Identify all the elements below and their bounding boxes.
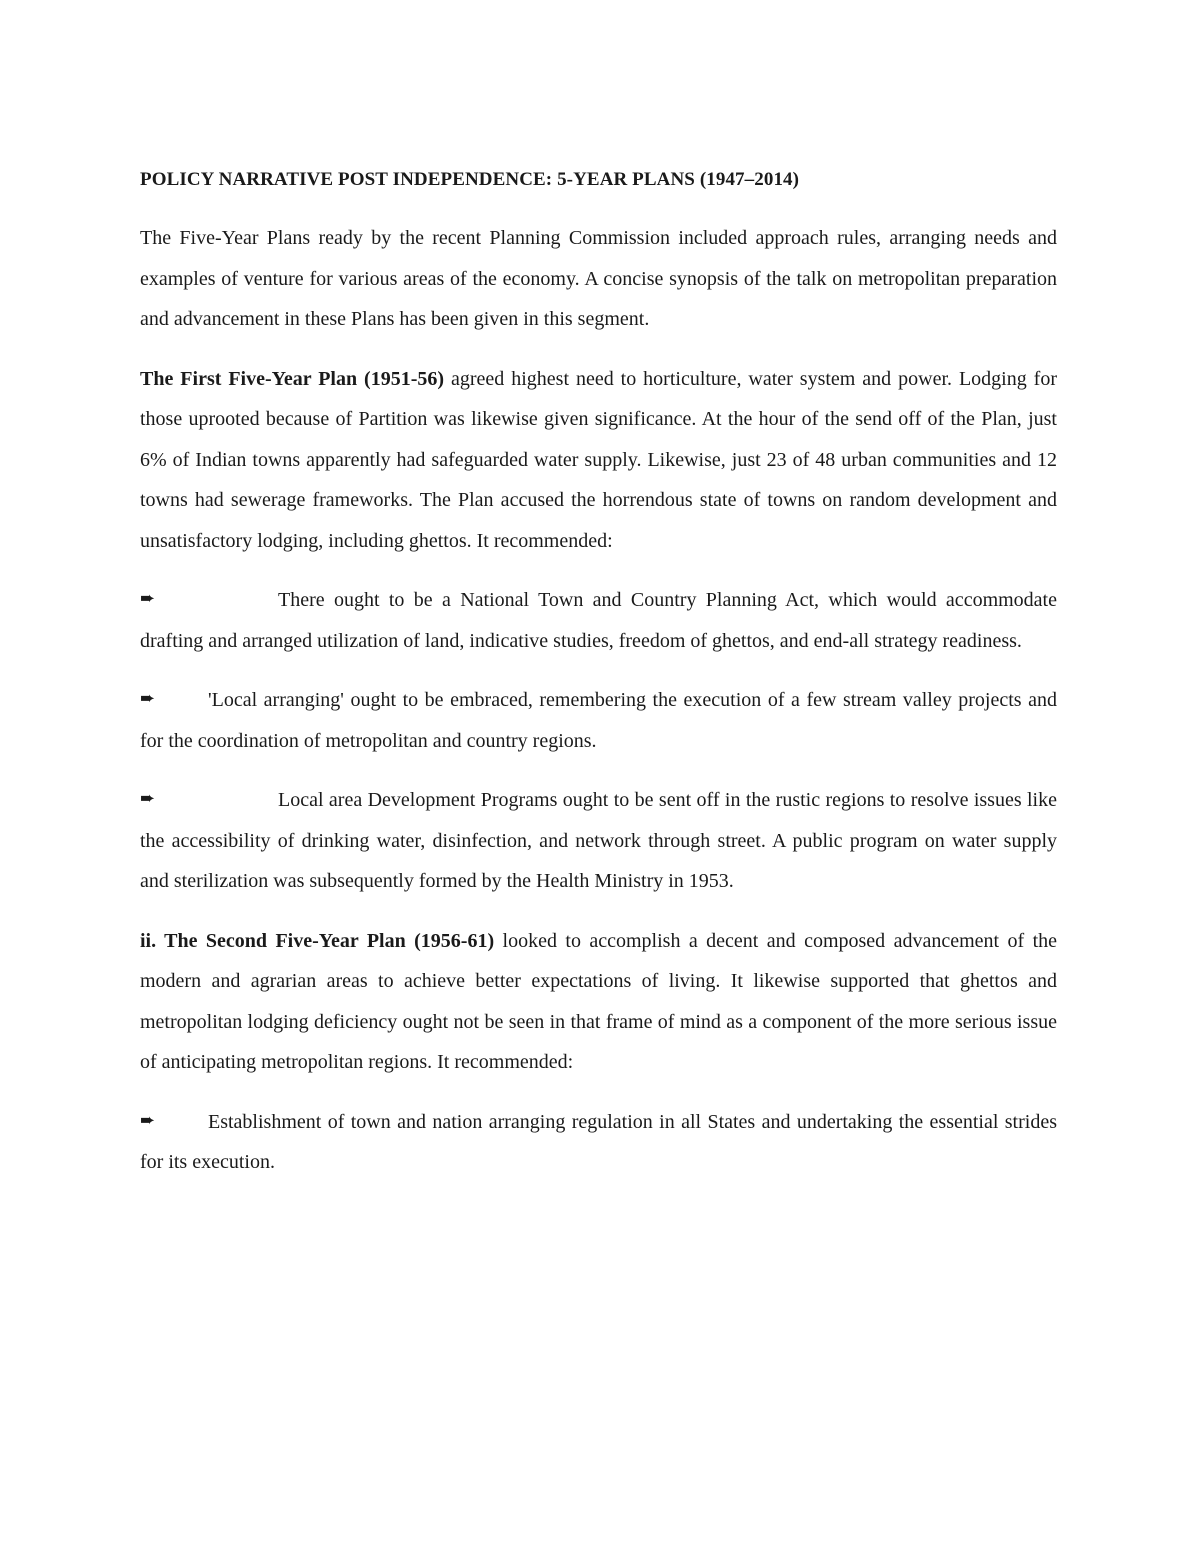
arrow-bullet-icon: ➨ bbox=[140, 588, 156, 608]
second-plan-paragraph bbox=[140, 921, 1057, 1083]
list-item bbox=[140, 680, 1057, 761]
arrow-bullet-icon: ➨ bbox=[140, 1109, 156, 1130]
intro-paragraph: The Five-Year Plans ready by the recent Planning Commission included approach rules, arranging needs and examples of venture for various areas of the economy. A concise synopsis of the talk on metropolitan preparation and advancement in these Plans has been given in this segment. bbox=[140, 227, 1057, 330]
second-plan-bullet-1: Establishment of town and nation arranging regulation in all States and undertaking the essential strides for its execution. bbox=[140, 1110, 1057, 1173]
second-plan-body: looked to accomplish a decent and composed advancement of the modern and agrarian areas to achieve better expectations of living. It likewise supported that ghettos and metropolitan lodging deficiency ought not be seen in that frame of mind as a component of the more serious issue of anticipating metropolitan regions. It recommended: bbox=[140, 929, 1058, 1073]
first-plan-heading: The First Five-Year Plan (1951-56) bbox=[140, 367, 445, 390]
first-plan-body: agreed highest need to horticulture, water system and power. Lodging for those uprooted because of Partition was likewise given significance. At the hour of the send off of the Plan, just 6% of Indian towns apparently had safeguarded water supply. Likewise, just 23 of 48 urban communities and 12 towns had sewerage frameworks. The Plan accused the horrendous state of towns on random development and unsatisfactory lodging, including ghettos. It recommended: bbox=[140, 367, 1057, 552]
arrow-bullet-icon: ➨ bbox=[140, 788, 156, 808]
list-item bbox=[140, 1102, 1057, 1183]
first-plan-bullet-3: Local area Development Programs ought to be sent off in the rustic regions to resolve issues like the accessibility of drinking water, disinfection, and network through street. A public program on water supply and sterilization was subsequently formed by the Health Ministry in 1953. bbox=[140, 789, 1057, 892]
document-page bbox=[140, 160, 1057, 1202]
first-plan-bullet-1: There ought to be a National Town and Country Planning Act, which would accommodate drafting and arranged utilization of land, indicative studies, freedom of ghettos, and end-all strategy readiness. bbox=[140, 589, 1057, 652]
arrow-bullet-icon: ➨ bbox=[140, 688, 156, 708]
list-item bbox=[140, 780, 1057, 902]
first-plan-paragraph bbox=[140, 359, 1057, 562]
list-item bbox=[140, 580, 1057, 661]
second-plan-heading: ii. The Second Five-Year Plan (1956-61) bbox=[140, 929, 495, 952]
document-title: POLICY NARRATIVE POST INDEPENDENCE: 5-YEAR PLANS (1947–2014) bbox=[140, 169, 800, 190]
first-plan-bullet-2: 'Local arranging' ought to be embraced, remembering the execution of a few stream valley projects and for the coordination of metropolitan and country regions. bbox=[140, 689, 1057, 752]
